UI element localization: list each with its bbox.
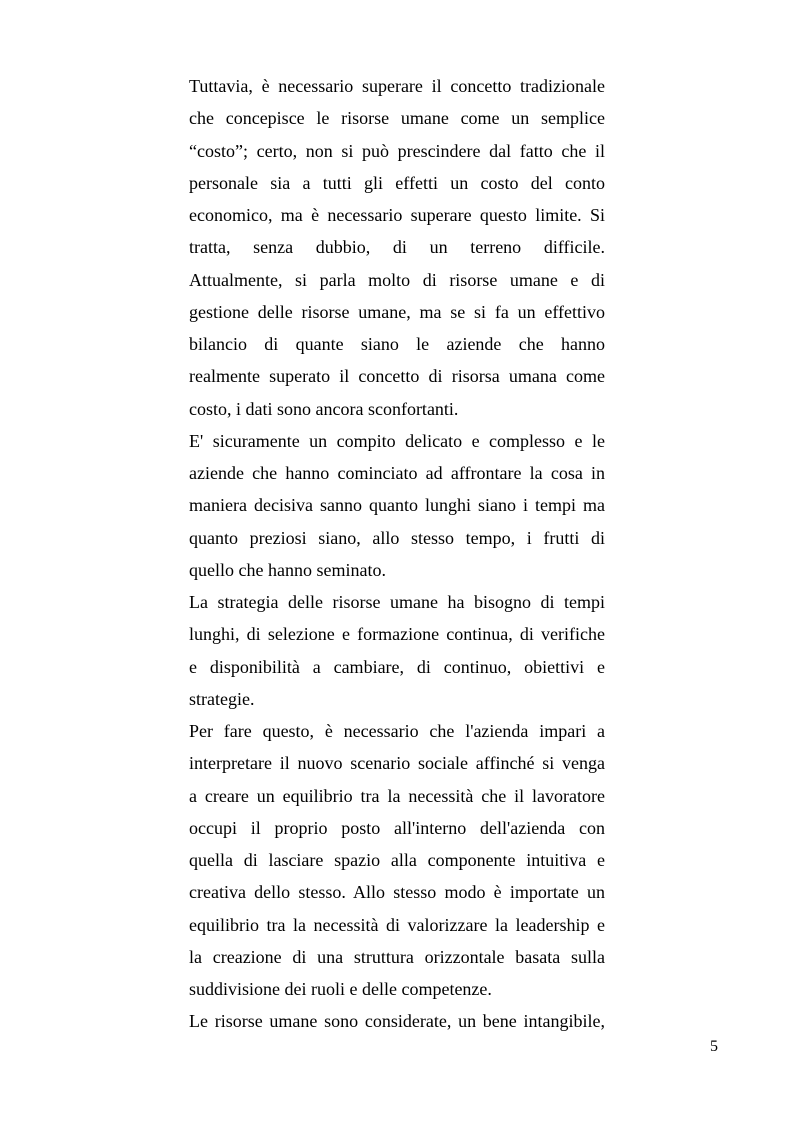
text-line: e disponibilità a cambiare, di continuo, obiettivi e xyxy=(189,656,605,677)
body-text xyxy=(189,70,605,1038)
paragraph-4 xyxy=(189,715,605,1005)
text-line: bilancio di quante siano le aziende che hanno xyxy=(189,334,605,354)
text-line: maniera decisiva sanno quanto lunghi siano i tempi ma xyxy=(189,495,605,516)
text-line: gestione delle risorse umane, ma se si fa un effettivo xyxy=(189,301,605,322)
text-line: quello che hanno seminato. xyxy=(189,559,386,580)
text-line: realmente superato il concetto di risorsa umana come xyxy=(189,366,605,387)
text-line: interpretare il nuovo scenario sociale affinché si venga xyxy=(189,753,605,774)
text-line: Attualmente, si parla molto di risorse umane e di xyxy=(189,269,605,290)
text-line: costo, i dati sono ancora sconfortanti. xyxy=(189,398,459,419)
text-line: tratta, senza dubbio, di un terreno difficile. xyxy=(189,237,605,258)
text-line: Le risorse umane sono considerate, un bene intangibile, xyxy=(189,1011,605,1032)
paragraph-1 xyxy=(189,70,605,425)
text-line: aziende che hanno cominciato ad affrontare la cosa in xyxy=(189,463,605,483)
text-line: strategie. xyxy=(189,688,255,709)
text-line: quanto preziosi siano, allo stesso tempo, i frutti di xyxy=(189,527,605,548)
text-line: la creazione di una struttura orizzontale basata sulla xyxy=(189,946,605,967)
text-line: Tuttavia, è necessario superare il concetto tradizionale xyxy=(189,76,605,96)
text-line: La strategia delle risorse umane ha bisogno di tempi xyxy=(189,592,605,612)
text-line: creativa dello stesso. Allo stesso modo è importate un xyxy=(189,882,605,903)
text-line: Per fare questo, è necessario che l'azienda impari a xyxy=(189,721,605,741)
paragraph-5 xyxy=(189,1005,605,1037)
text-line: equilibrio tra la necessità di valorizzare la leadership e xyxy=(189,914,605,935)
text-line: a creare un equilibrio tra la necessità che il lavoratore xyxy=(189,785,605,806)
page-number: 5 xyxy=(710,1038,718,1055)
text-line: “costo”; certo, non si può prescindere dal fatto che il xyxy=(189,140,605,161)
text-line: E' sicuramente un compito delicato e complesso e le xyxy=(189,430,605,451)
text-line: economico, ma è necessario superare questo limite. Si xyxy=(189,205,605,225)
text-line: personale sia a tutti gli effetti un costo del conto xyxy=(189,172,605,193)
text-line: quella di lasciare spazio alla componente intuitiva e xyxy=(189,850,605,870)
text-line: occupi il proprio posto all'interno dell'azienda con xyxy=(189,817,605,838)
paragraph-2 xyxy=(189,425,605,586)
text-line: lunghi, di selezione e formazione continua, di verifiche xyxy=(189,624,605,645)
text-line: che concepisce le risorse umane come un semplice xyxy=(189,108,605,129)
paragraph-3 xyxy=(189,586,605,715)
text-line: suddivisione dei ruoli e delle competenze. xyxy=(189,979,492,999)
